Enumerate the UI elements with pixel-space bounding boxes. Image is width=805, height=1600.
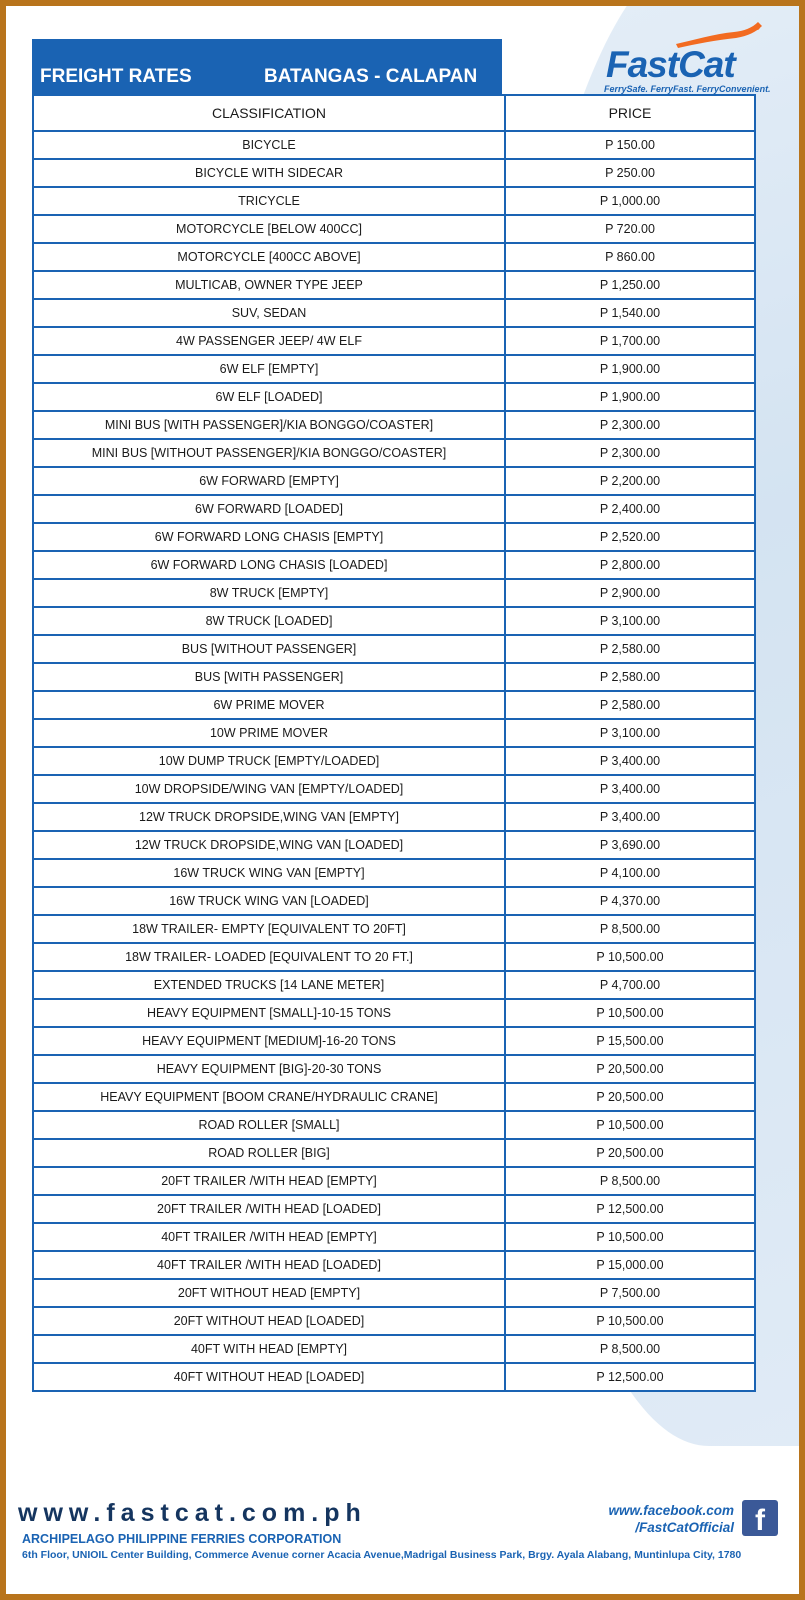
price-cell: P 250.00 [505,159,755,187]
price-cell: P 1,900.00 [505,383,755,411]
classification-cell: 20FT TRAILER /WITH HEAD [LOADED] [33,1195,505,1223]
price-cell: P 12,500.00 [505,1363,755,1391]
table-body [33,131,755,1391]
classification-cell: 8W TRUCK [EMPTY] [33,579,505,607]
price-cell: P 3,100.00 [505,607,755,635]
page-frame [6,6,799,1594]
classification-cell: 20FT WITHOUT HEAD [EMPTY] [33,1279,505,1307]
price-cell: P 4,700.00 [505,971,755,999]
classification-cell: SUV, SEDAN [33,299,505,327]
classification-cell: 6W PRIME MOVER [33,691,505,719]
table-row [33,1279,755,1307]
classification-cell: HEAVY EQUIPMENT [BOOM CRANE/HYDRAULIC CRANE] [33,1083,505,1111]
classification-cell: 6W FORWARD LONG CHASIS [LOADED] [33,551,505,579]
classification-cell: MOTORCYCLE [BELOW 400CC] [33,215,505,243]
classification-cell: 6W ELF [LOADED] [33,383,505,411]
price-cell: P 10,500.00 [505,999,755,1027]
price-cell: P 10,500.00 [505,943,755,971]
table-row [33,327,755,355]
classification-cell: 40FT WITHOUT HEAD [LOADED] [33,1363,505,1391]
price-cell: P 3,690.00 [505,831,755,859]
table-row [33,159,755,187]
price-cell: P 20,500.00 [505,1083,755,1111]
price-cell: P 10,500.00 [505,1307,755,1335]
facebook-icon[interactable]: f [742,1500,778,1536]
footer [6,1496,799,1594]
classification-cell: HEAVY EQUIPMENT [MEDIUM]-16-20 TONS [33,1027,505,1055]
classification-cell: MINI BUS [WITH PASSENGER]/KIA BONGGO/COASTER] [33,411,505,439]
classification-cell: 16W TRUCK WING VAN [LOADED] [33,887,505,915]
table-row [33,719,755,747]
table-row [33,831,755,859]
price-cell: P 7,500.00 [505,1279,755,1307]
classification-cell: BICYCLE WITH SIDECAR [33,159,505,187]
table-row [33,523,755,551]
price-cell: P 2,300.00 [505,439,755,467]
facebook-link[interactable] [584,1502,734,1536]
price-cell: P 20,500.00 [505,1139,755,1167]
table-row [33,215,755,243]
classification-cell: 12W TRUCK DROPSIDE,WING VAN [LOADED] [33,831,505,859]
classification-cell: 6W FORWARD [LOADED] [33,495,505,523]
table-row [33,467,755,495]
table-row [33,1139,755,1167]
classification-cell: 18W TRAILER- EMPTY [EQUIVALENT TO 20FT] [33,915,505,943]
table-row [33,299,755,327]
price-cell: P 1,700.00 [505,327,755,355]
classification-cell: 40FT TRAILER /WITH HEAD [LOADED] [33,1251,505,1279]
price-cell: P 1,900.00 [505,355,755,383]
table-row [33,131,755,159]
table-row [33,551,755,579]
price-header: PRICE [505,95,755,131]
classification-cell: 6W FORWARD [EMPTY] [33,467,505,495]
price-cell: P 1,540.00 [505,299,755,327]
classification-cell: 4W PASSENGER JEEP/ 4W ELF [33,327,505,355]
corporation-name: ARCHIPELAGO PHILIPPINE FERRIES CORPORATION [22,1532,342,1546]
classification-cell: ROAD ROLLER [BIG] [33,1139,505,1167]
classification-cell: 20FT WITHOUT HEAD [LOADED] [33,1307,505,1335]
table-row [33,1111,755,1139]
table-row [33,607,755,635]
table-row [33,943,755,971]
classification-cell: HEAVY EQUIPMENT [BIG]-20-30 TONS [33,1055,505,1083]
route-title: BATANGAS - CALAPAN [264,66,478,87]
price-cell: P 1,250.00 [505,271,755,299]
logo-tagline: FerrySafe. FerryFast. FerryConvenient. [604,84,771,94]
price-cell: P 12,500.00 [505,1195,755,1223]
price-cell: P 4,100.00 [505,859,755,887]
fastcat-logo [604,18,784,98]
price-cell: P 20,500.00 [505,1055,755,1083]
price-cell: P 15,500.00 [505,1027,755,1055]
website-link[interactable]: www.fastcat.com.ph [18,1499,367,1527]
price-cell: P 10,500.00 [505,1111,755,1139]
price-cell: P 2,800.00 [505,551,755,579]
price-cell: P 8,500.00 [505,915,755,943]
table-row [33,803,755,831]
table-row [33,691,755,719]
table-row [33,1335,755,1363]
classification-cell: BUS [WITH PASSENGER] [33,663,505,691]
classification-cell: 10W DUMP TRUCK [EMPTY/LOADED] [33,747,505,775]
price-cell: P 2,300.00 [505,411,755,439]
classification-cell: 18W TRAILER- LOADED [EQUIVALENT TO 20 FT.] [33,943,505,971]
classification-cell: 20FT TRAILER /WITH HEAD [EMPTY] [33,1167,505,1195]
facebook-url-line2: /FastCatOfficial [635,1520,734,1535]
table-row [33,915,755,943]
price-cell: P 2,200.00 [505,467,755,495]
table-row [33,663,755,691]
price-cell: P 150.00 [505,131,755,159]
price-cell: P 3,400.00 [505,803,755,831]
classification-cell: 40FT WITH HEAD [EMPTY] [33,1335,505,1363]
title-banner [32,39,502,94]
price-cell: P 2,580.00 [505,663,755,691]
classification-cell: EXTENDED TRUCKS [14 LANE METER] [33,971,505,999]
price-cell: P 8,500.00 [505,1335,755,1363]
price-cell: P 2,580.00 [505,691,755,719]
table-header-row [33,95,755,131]
table-row [33,1055,755,1083]
table-row [33,999,755,1027]
price-cell: P 860.00 [505,243,755,271]
logo-name-fast: Fast [606,44,679,85]
price-cell: P 10,500.00 [505,1223,755,1251]
price-cell: P 2,520.00 [505,523,755,551]
table-row [33,887,755,915]
classification-header: CLASSIFICATION [33,95,505,131]
table-row [33,355,755,383]
classification-cell: 6W ELF [EMPTY] [33,355,505,383]
table-row [33,243,755,271]
classification-cell: MULTICAB, OWNER TYPE JEEP [33,271,505,299]
table-row [33,859,755,887]
classification-cell: ROAD ROLLER [SMALL] [33,1111,505,1139]
table-row [33,635,755,663]
classification-cell: 10W DROPSIDE/WING VAN [EMPTY/LOADED] [33,775,505,803]
table-row [33,1251,755,1279]
price-cell: P 15,000.00 [505,1251,755,1279]
table-row [33,1027,755,1055]
table-row [33,1223,755,1251]
classification-cell: 16W TRUCK WING VAN [EMPTY] [33,859,505,887]
table-row [33,1307,755,1335]
page-title: FREIGHT RATES [40,66,192,87]
price-cell: P 1,000.00 [505,187,755,215]
classification-cell: 12W TRUCK DROPSIDE,WING VAN [EMPTY] [33,803,505,831]
table-row [33,579,755,607]
price-cell: P 2,580.00 [505,635,755,663]
price-cell: P 4,370.00 [505,887,755,915]
classification-cell: BICYCLE [33,131,505,159]
classification-cell: MINI BUS [WITHOUT PASSENGER]/KIA BONGGO/COASTER] [33,439,505,467]
classification-cell: MOTORCYCLE [400CC ABOVE] [33,243,505,271]
table-row [33,411,755,439]
price-cell: P 720.00 [505,215,755,243]
classification-cell: BUS [WITHOUT PASSENGER] [33,635,505,663]
price-cell: P 3,400.00 [505,775,755,803]
corporation-address: 6th Floor, UNIOIL Center Building, Commerce Avenue corner Acacia Avenue,Madrigal Business Park, Brgy. Ayala Alabang, Muntinlupa City, 1780 [22,1549,742,1561]
table-row [33,971,755,999]
table-row [33,1195,755,1223]
classification-cell: 10W PRIME MOVER [33,719,505,747]
classification-cell: 40FT TRAILER /WITH HEAD [EMPTY] [33,1223,505,1251]
table-row [33,775,755,803]
price-cell: P 2,400.00 [505,495,755,523]
price-cell: P 2,900.00 [505,579,755,607]
classification-cell: TRICYCLE [33,187,505,215]
classification-cell: 8W TRUCK [LOADED] [33,607,505,635]
table-row [33,495,755,523]
price-cell: P 8,500.00 [505,1167,755,1195]
table-row [33,383,755,411]
facebook-url-line1: www.facebook.com [608,1503,734,1518]
freight-rates-table [32,94,756,1392]
table-row [33,747,755,775]
classification-cell: 6W FORWARD LONG CHASIS [EMPTY] [33,523,505,551]
table-row [33,1363,755,1391]
table-row [33,1167,755,1195]
table-row [33,271,755,299]
price-cell: P 3,100.00 [505,719,755,747]
table-row [33,1083,755,1111]
price-cell: P 3,400.00 [505,747,755,775]
table-row [33,439,755,467]
classification-cell: HEAVY EQUIPMENT [SMALL]-10-15 TONS [33,999,505,1027]
logo-name [606,44,735,86]
table-row [33,187,755,215]
logo-name-cat: Cat [678,44,735,85]
